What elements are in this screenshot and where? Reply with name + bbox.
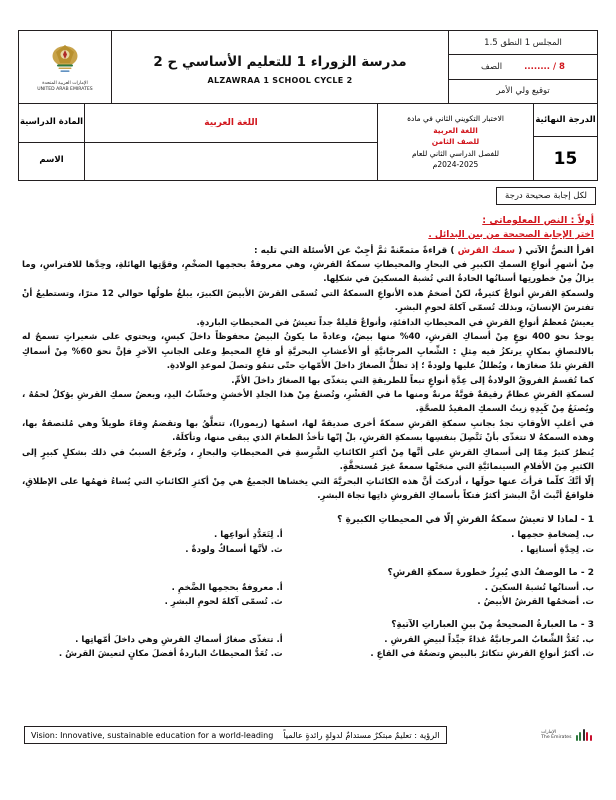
subject-and-name-labels xyxy=(19,104,85,180)
option-choice[interactable]: ت. أضخمُها القرشُ الأبيضُ . xyxy=(477,597,594,608)
question-body: ما الوصفُ الذي يُبرِزُ خطورةَ سمكةِ القرشِ؟ xyxy=(387,567,578,578)
option-choice[interactable]: ث. لأنَّها أسماكٌ ولودةٌ . xyxy=(185,545,283,556)
exam-line-5: 2024-2025م xyxy=(432,160,479,170)
question-item xyxy=(22,515,594,557)
question-number: 3 - xyxy=(580,619,594,630)
options-column-left xyxy=(311,528,594,557)
council-field: المجلس 1 النطق 1.5 xyxy=(449,31,597,55)
subject-label: المادة الدراسية xyxy=(19,104,84,143)
question-text xyxy=(22,568,594,578)
question-item xyxy=(22,568,594,610)
emirates-logo xyxy=(541,729,592,741)
option-choice[interactable]: أ. لِتَعَدُّدِ أنواعِها . xyxy=(213,530,283,541)
emirates-flag-bars-icon xyxy=(576,729,593,741)
passage-line: يُنظرُ كثيرٌ مِمّا إلى أسماكِ القرشِ على أنَّها مِنْ أكثرِ الكائناتِ الشَّرِسةِ في المحيطاتِ والبحارِ ، ويُرجَعُ السببُ في ذلك بشكلٍ كبيرٍ إلى الكثيرِ مِنَ الأفلامِ السينمائيَّةِ التي منحَتْها سمعةً غيرَ مُستحقَّةٍ. xyxy=(22,447,594,473)
options-column-left xyxy=(311,633,594,662)
passage-line: مِنْ أشهرِ أنواعِ السمكِ الكبيرِ في البحارِ والمحيطاتِ سمكةُ القرشِ، وهي معروفةٌ بحجمِها الضخْمِ، وقوَّتِها الهائلةِ، وحِدَّها للافتراسِ، وما يزالُ مِنْ خطورتِها أسنانُها الحادةُ التي تُشبهُ المسكينَ في شكلِها. xyxy=(22,260,594,285)
final-mark-label: الدرجة النهائية xyxy=(534,104,597,137)
questions-list xyxy=(18,515,598,662)
section-instruction: اختر الإجابة الصحيحة من بين البدائل . xyxy=(428,230,594,240)
passage-title-highlight: سمك القرش xyxy=(457,246,515,256)
school-title-block xyxy=(112,31,448,103)
marking-note: لكل إجابة صحيحة درجة xyxy=(496,187,596,205)
emirates-logo-text xyxy=(541,730,571,741)
question-number: 1 - xyxy=(580,515,594,526)
subject-and-name-values xyxy=(85,104,377,180)
option-choice[interactable]: ث. تُسمّى آكلةَ لحومِ البشرِ . xyxy=(164,597,283,608)
section-title: أولاً : النص المعلوماتي : xyxy=(482,215,594,226)
passage-line: يوجدُ نحوَ 400 نوعٍ مِنْ أسماكِ القرشِ، 40% منها بيضٌ، وعادةً ما يكونُ البيضُ محفوظاً داخلَ كيسٍ، ويحتوي على شعيراتٍ تسمحُ له بالالتصاقِ بمكانٍ يرتكزُ فيه مِثلِ : الشِّعابِ المرجانيَّةِ أو الأعشابِ البحريَّةِ أو قاعِ المحيطِ وعلى الجانبِ الآخرِ فإنَّ نحوَ 60% مِنْ أسماكِ القرشِ تلدُ صغارَها ، ويُظللُ عليها ولودةً ؛ إذ تظلُّ الصغارُ داخلَ الأمّهاتِ حتّى تنمُوَ وتصلَ لموعدِ الولادةِ. xyxy=(22,332,594,372)
marking-note-row xyxy=(18,187,598,205)
header-left-fields xyxy=(448,31,597,103)
question-options xyxy=(22,581,594,610)
exam-sheet xyxy=(18,30,598,760)
passage-line: في أغلبِ الأوقاتِ تجدُ بجانبِ سمكةِ القرشِ سمكةً أخرى صديقةً لها، اسمُها (ريمورا)، تتعلَّقُ بها وتقضمُ وِقاءَ طويلاً وهي مُلتصقةٌ بها، وهذه السمكةُ لا تتغذّى بأنْ تَتَّصِلَ بنفسِها بسمكةِ القرشِ، بلْ إنّها تأخذُ الطعامَ الذي يبقى منها، وتأكلَهُ. xyxy=(22,418,594,444)
question-number: 2 - xyxy=(580,567,594,578)
document-header xyxy=(18,30,598,103)
question-body: لماذا لا تعيشُ سمكةُ القرشِ إلّا في المحيطاتِ الكبيرةِ ؟ xyxy=(337,515,578,526)
passage-lead-after: ) قراءةً متمعّنةً ثمَّ أجِبْ عن الأسئلة التي تليه : xyxy=(253,246,458,256)
question-options xyxy=(22,633,594,662)
exam-line-3: للصف الثامن xyxy=(431,137,480,147)
options-column-left xyxy=(311,581,594,610)
option-choice[interactable]: ت. لِحِدَّةِ أسنانِها . xyxy=(520,545,594,556)
grade-field xyxy=(449,55,597,79)
option-choice[interactable]: ث. أكثرُ أنواعِ القرشِ تتكاثرُ بالبيضِ وتضعُهُ في القاعِ . xyxy=(370,649,594,660)
option-choice[interactable]: ب. تُعَدُّ الشِّعابُ المرجانيَّةُ غذاءً جيِّداً لبيضِ القرشِ . xyxy=(384,634,594,645)
passage-line: إلّا أنَّكَ كلّما قرأتَ عنها حولَها ، أدركتَ أنَّ هذه الكائناتِ البحريَّةَ التي يخشاها الجميعُ هي مِنْ أكثرِ الكائناتِ التي يُساءُ فهمُها على الإطلاقِ، فلواقعُ أنَّبتَ أنَّ البشرَ أكثرُ فتكاً بأسماكِ القروشِ ذاتِها تجاهَ البشرِ. xyxy=(22,476,594,501)
options-column-right xyxy=(22,633,283,662)
exam-description-cell xyxy=(377,104,533,180)
final-mark-value: 15 xyxy=(553,148,578,169)
option-choice[interactable]: ب. لِضخامةِ حجمِها . xyxy=(511,530,594,541)
guardian-signature-field: توقيع ولي الأمر xyxy=(496,86,550,97)
option-choice[interactable]: ب. أسنانُها تُشبهُ السكينَ . xyxy=(484,582,594,593)
final-mark-cell xyxy=(533,104,597,180)
school-title-arabic: مدرسة الزوراء 1 للتعليم الأساسي ح 2 xyxy=(153,53,407,70)
question-options xyxy=(22,528,594,557)
passage-line: لسمكةِ القرشِ عظامٌ رقيقةٌ قويَّةٌ مرنةٌ ومنها ما في القشْرِ، وتُصنعُ مِنْ هذا الجلدِ الأخشنِ وخشّابُ اليدِ، وبعضُ سمكِ القرشِ يؤكلُ لحمُهُ ، ويُصنَعُ مِنْ كَبِدِهِ زيتُ السمكِ المفيدُ للصحَّةِ. xyxy=(22,389,594,415)
vision-statement xyxy=(24,726,447,744)
option-choice[interactable]: أ. معروفةٌ بحجمِها الضَّخمِ . xyxy=(171,582,283,593)
options-column-right xyxy=(22,581,283,610)
grade-value: 8 / ........ xyxy=(524,61,565,72)
question-item xyxy=(22,620,594,662)
emirates-logo-english: The Emirates xyxy=(541,734,572,740)
exam-line-2: اللغة العربية xyxy=(433,125,478,135)
student-name-value[interactable] xyxy=(85,143,377,181)
grade-label: الصف xyxy=(481,61,503,72)
passage-lead xyxy=(22,246,594,256)
exam-info-table xyxy=(18,103,598,181)
option-choice[interactable]: أ. تتغذّى صغارُ أسماكِ القرشِ وهي داخلَ أمّهاتِها . xyxy=(75,634,283,645)
passage-line: يعيشُ مُعظمُ أنواعِ القرشِ في المحيطاتِ الدافئةِ، وأنواعٌ قليلةٌ جداً تعيشُ في المحيطاتِ الباردةِ. xyxy=(196,317,594,328)
passage-line: كما تُقسمُ الفروقُ الولادةُ إلى عِدَّةِ أنواعٍ تبعاً للطريقةِ التي يتغذّى بها الصغارُ داخلَ الأمِّ. xyxy=(231,375,594,386)
vision-english: Vision: Innovative, sustainable education for a world-leading xyxy=(31,730,274,740)
exam-line-1: الاختبار التكويني الثاني في مادة xyxy=(407,113,504,123)
school-title-english: ALZAWRAA 1 SCHOOL CYCLE 2 xyxy=(207,75,353,85)
exam-line-4: للفصل الدراسي الثاني للعام xyxy=(412,148,500,158)
uae-emblem-caption: الإمارات العربية المتحدة UNITED ARAB EMIRATES xyxy=(37,81,93,92)
uae-emblem-block xyxy=(19,31,112,103)
question-text xyxy=(22,620,594,630)
student-name-label: الاسم xyxy=(39,155,64,166)
subject-value: اللغة العربية xyxy=(85,104,377,143)
passage-line: ولسمكةِ القرشِ أنواعٌ كثيرةٌ، لكنْ أضخمُ هذه الأنواعِ السمكةُ التي تُسمّى القرشَ الأبيضَ الكبيرَ، يبلغُ طولُها حوالي 12 مترًا، وتستطيعُ أنْ تفترسَ الإنسانَ، وبذلك تُسمّى آكلةَ لحومِ البشرِ. xyxy=(22,288,595,314)
emirates-logo-arabic: الإمارات xyxy=(541,729,556,735)
question-body: ما العبارةُ الصحيحةُ مِنْ بينِ العباراتِ الآتيةِ؟ xyxy=(391,619,578,630)
uae-falcon-emblem-icon xyxy=(50,41,80,79)
passage-lead-before: اقرأ النصُّ الآتي ( xyxy=(515,246,594,256)
document-footer xyxy=(18,726,598,744)
option-choice[interactable]: ت. تُعَدُّ المحيطاتُ الباردةُ أفضلَ مكانٍ لتعيشَ القرشُ . xyxy=(58,649,283,660)
reading-passage xyxy=(18,246,598,503)
options-column-right xyxy=(22,528,283,557)
question-text xyxy=(22,515,594,525)
vision-arabic: الرؤية : تعليمٌ مبتكرٌ مستدامٌ لدولةٍ رائدةٍ عالمياً xyxy=(283,730,440,740)
